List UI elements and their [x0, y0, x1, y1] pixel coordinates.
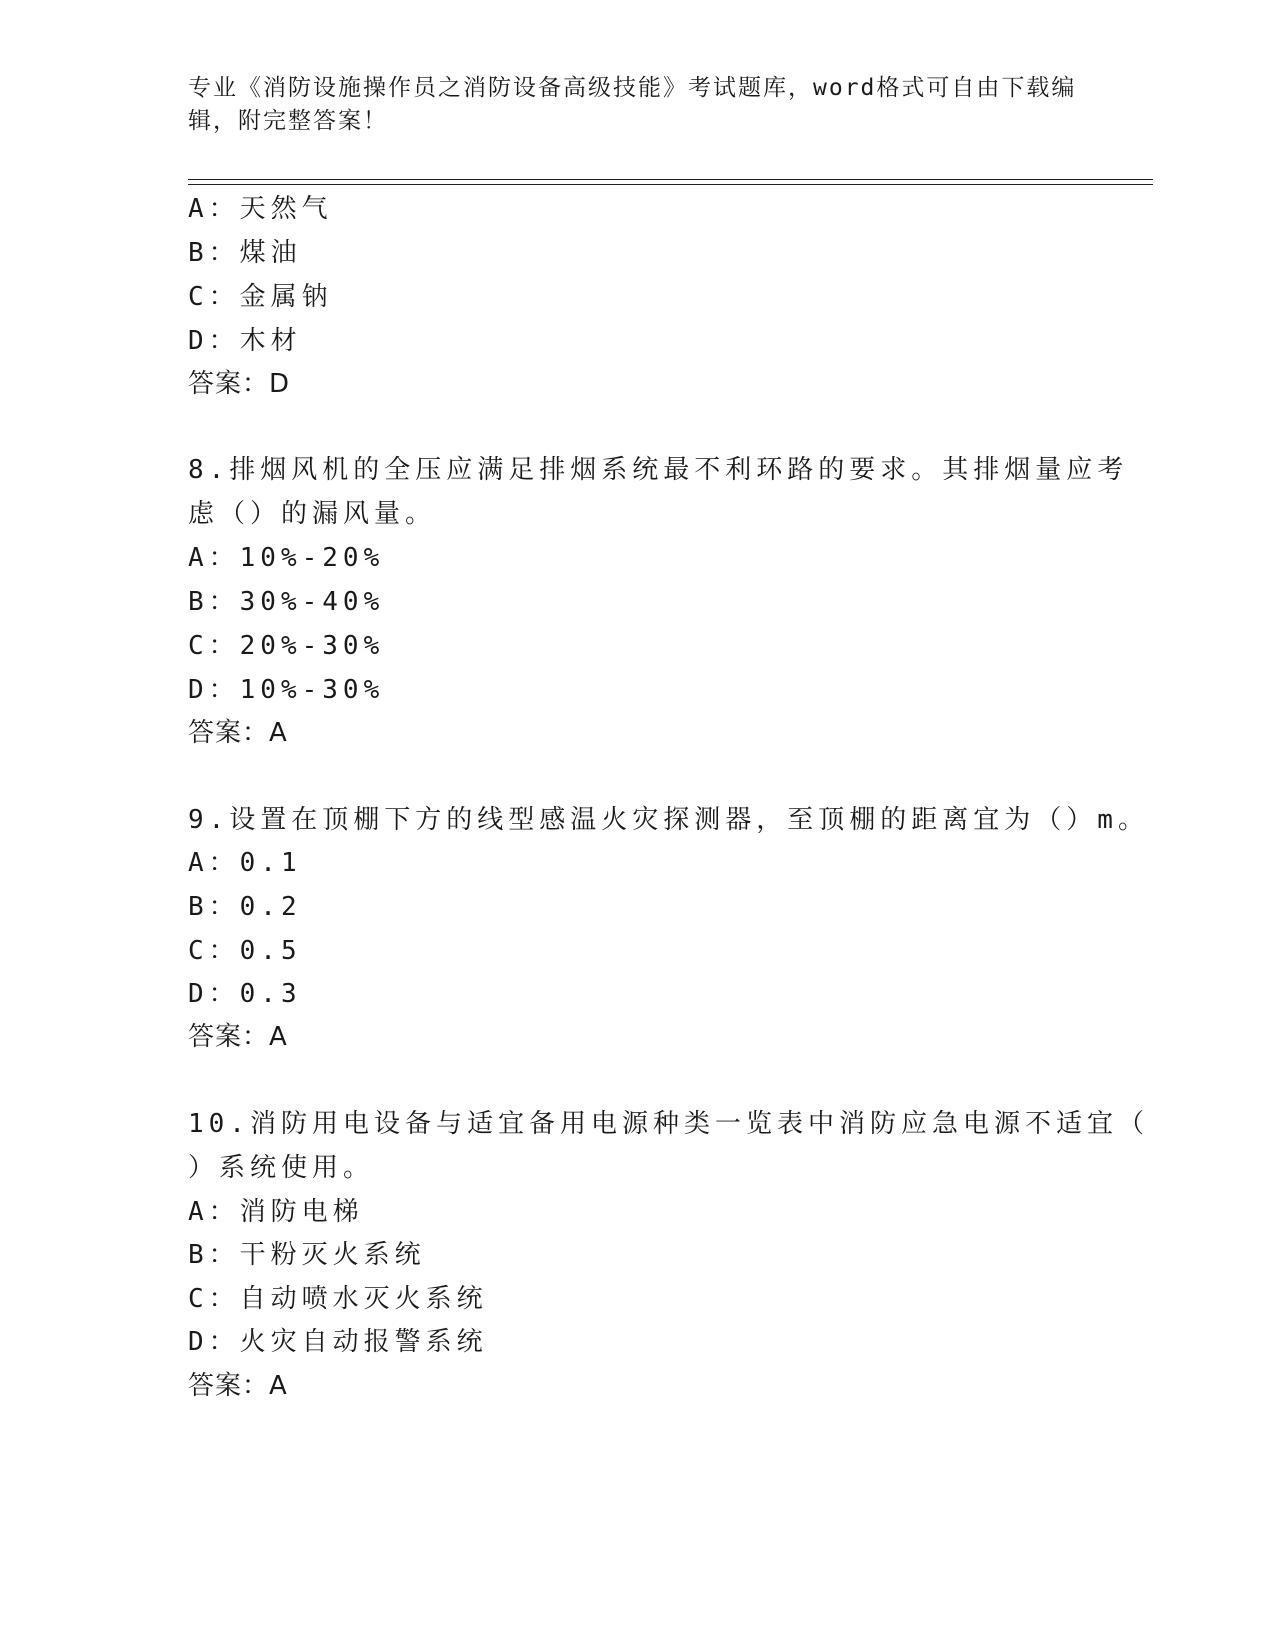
- q10-answer: 答案：A: [188, 1371, 288, 1401]
- q10-option-a: A：消防电梯: [188, 1197, 364, 1227]
- header-divider-bottom: [188, 184, 1153, 185]
- q8-stem-line-1: 8.排烟风机的全压应满足排烟系统最不利环路的要求。其排烟量应考: [188, 455, 1129, 485]
- q10-option-d: D：火灾自动报警系统: [188, 1327, 488, 1357]
- q8-option-b: B：30%-40%: [188, 587, 385, 617]
- header-line-2: 辑，附完整答案！: [188, 108, 388, 134]
- q9-stem-line-1: 9.设置在顶棚下方的线型感温火灾探测器，至顶棚的距离宜为（）m。: [188, 805, 1149, 835]
- q9-option-b: B：0.2: [188, 892, 302, 922]
- q8-option-d: D：10%-30%: [188, 675, 385, 705]
- q9-option-d: D：0.3: [188, 979, 302, 1009]
- q10-option-c: C：自动喷水灭火系统: [188, 1284, 488, 1314]
- q7-option-b: B：煤油: [188, 238, 302, 268]
- q10-option-b: B：干粉灭火系统: [188, 1240, 426, 1270]
- q10-stem-line-2: ）系统使用。: [188, 1153, 375, 1183]
- q8-option-a: A：10%-20%: [188, 543, 385, 573]
- q8-option-c: C：20%-30%: [188, 631, 385, 661]
- q8-answer: 答案：A: [188, 718, 288, 748]
- q7-answer: 答案：D: [188, 369, 291, 399]
- q9-option-c: C：0.5: [188, 936, 302, 966]
- q7-option-d: D：木材: [188, 326, 302, 356]
- q9-option-a: A：0.1: [188, 848, 302, 878]
- q8-stem-line-2: 虑（）的漏风量。: [188, 499, 437, 529]
- q9-answer: 答案：A: [188, 1022, 288, 1052]
- header-divider-top: [188, 179, 1153, 180]
- q7-option-a: A：天然气: [188, 194, 333, 224]
- q7-option-c: C：金属钠: [188, 282, 333, 312]
- q10-stem-line-1: 10.消防用电设备与适宜备用电源种类一览表中消防应急电源不适宜（: [188, 1109, 1149, 1139]
- header-line-1: 专业《消防设施操作员之消防设备高级技能》考试题库，word格式可自由下载编: [188, 75, 1077, 101]
- document-header: [188, 72, 1088, 138]
